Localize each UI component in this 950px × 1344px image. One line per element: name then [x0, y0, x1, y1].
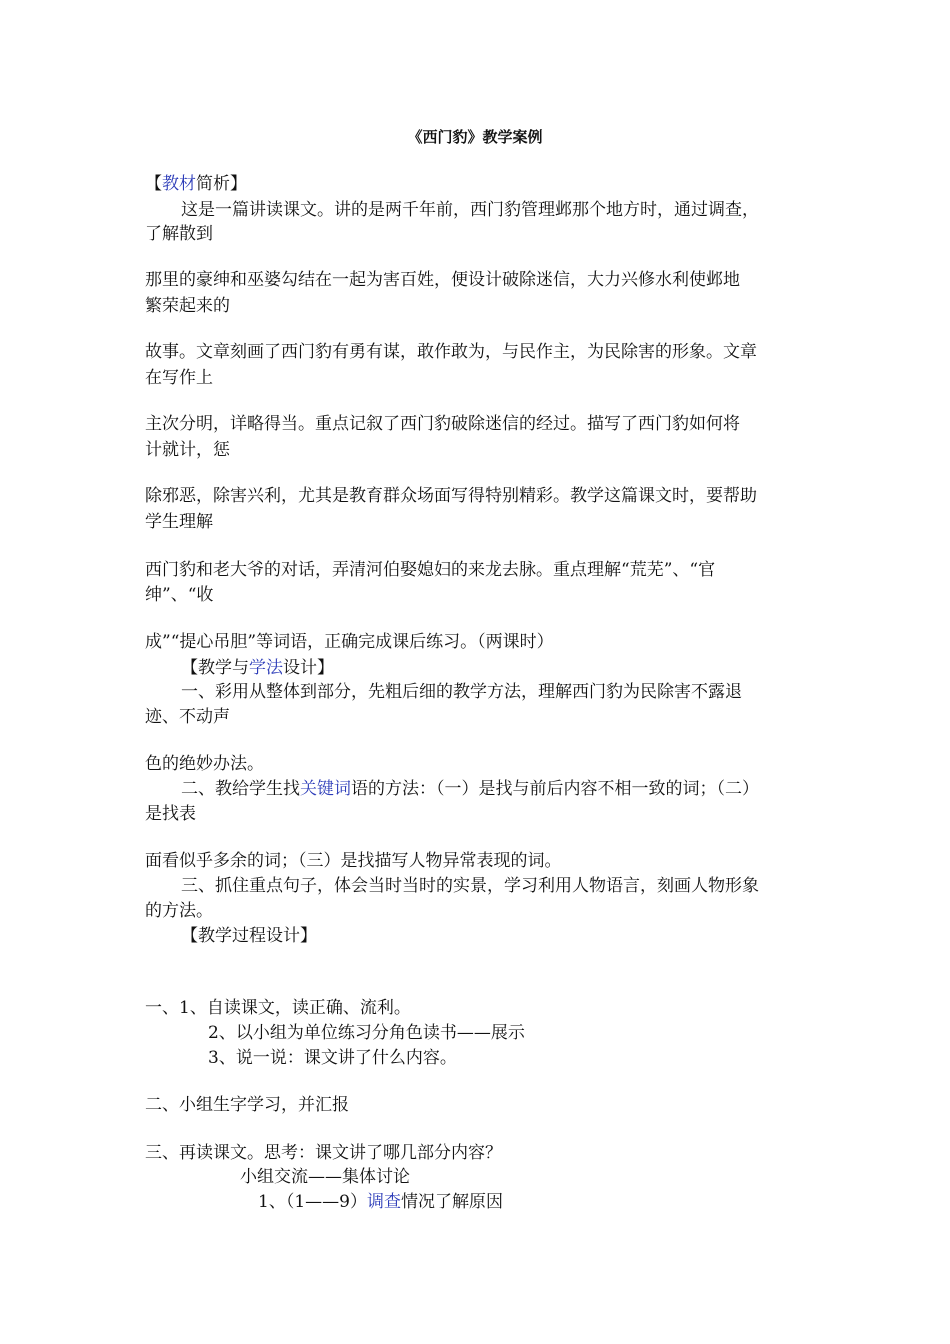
section-heading-guocheng: 【教学过程设计】 [181, 926, 317, 946]
heading-bracket: 【 [145, 174, 162, 194]
section-heading-xuefa [181, 656, 334, 680]
step-line: 三、再读课文。思考：课文讲了哪几部分内容？ [145, 1143, 502, 1163]
paragraph-line: 主次分明，详略得当。重点记叙了西门豹破除迷信的经过。描写了西门豹如何将 [145, 414, 740, 434]
heading-text: 【教学与 [181, 658, 249, 678]
step-line: 二、小组生字学习，并汇报 [145, 1095, 349, 1115]
paragraph-line: 一、彩用从整体到部分，先粗后细的教学方法，理解西门豹为民除害不露退 [181, 682, 742, 702]
paragraph-line: 西门豹和老大爷的对话，弄清河伯娶媳妇的来龙去脉。重点理解“荒芜”、“官 [145, 560, 716, 580]
step-line [258, 1190, 503, 1214]
step-line: 一、1、自读课文，读正确、流利。 [145, 998, 411, 1018]
paragraph-line: 了解散到 [145, 224, 213, 244]
paragraph-line: 那里的豪绅和巫婆勾结在一起为害百姓，便设计破除迷信，大力兴修水利使邺地 [145, 270, 740, 290]
paragraph-line: 在写作上 [145, 368, 213, 388]
text-run: 情况了解原因 [400, 1192, 503, 1212]
link-jiaocai[interactable]: 教材 [162, 174, 196, 194]
paragraph-line: 绅”、“收 [145, 585, 214, 605]
step-line: 小组交流——集体讨论 [240, 1167, 410, 1187]
text-run: 二、教给学生找 [181, 779, 300, 799]
step-line: 2、以小组为单位练习分角色读书——展示 [208, 1023, 525, 1043]
paragraph-line: 繁荣起来的 [145, 296, 230, 316]
step-line: 3、说一说：课文讲了什么内容。 [208, 1048, 457, 1068]
document-title: 《西门豹》教学案例 [407, 128, 543, 146]
link-xuefa[interactable]: 学法 [249, 658, 283, 678]
paragraph-line: 学生理解 [145, 512, 213, 532]
paragraph-line: 迹、不动声 [145, 707, 230, 727]
paragraph-line: 这是一篇讲读课文。讲的是两千年前，西门豹管理邺那个地方时，通过调查， [181, 200, 759, 220]
text-run: 1、（1——9） [258, 1192, 367, 1212]
section-heading-jiaocai [145, 172, 247, 196]
paragraph-line: 面看似乎多余的词；（三）是找描写人物异常表现的词。 [145, 851, 562, 871]
heading-text: 设计】 [283, 658, 334, 678]
link-guanjianci[interactable]: 关键词 [300, 779, 351, 799]
paragraph-line: 色的绝妙办法。 [145, 754, 264, 774]
paragraph-line: 计就计，惩 [145, 440, 230, 460]
paragraph-line: 除邪恶，除害兴利，尤其是教育群众场面写得特别精彩。教学这篇课文时，要帮助 [145, 486, 757, 506]
paragraph-line: 的方法。 [145, 901, 213, 921]
paragraph-line: 是找表 [145, 804, 196, 824]
paragraph-line: 故事。文章刻画了西门豹有勇有谋，敢作敢为，与民作主，为民除害的形象。文章 [145, 342, 757, 362]
text-run: 语的方法：（一）是找与前后内容不相一致的词；（二） [351, 779, 759, 799]
heading-text: 简析】 [196, 174, 247, 194]
link-diaocha[interactable]: 调查 [366, 1192, 401, 1212]
paragraph-line: 成”“提心吊胆”等词语，正确完成课后练习。（两课时） [145, 632, 554, 652]
paragraph-line [181, 777, 759, 801]
paragraph-line: 三、抓住重点句子，体会当时当时的实景，学习利用人物语言，刻画人物形象 [181, 876, 759, 896]
